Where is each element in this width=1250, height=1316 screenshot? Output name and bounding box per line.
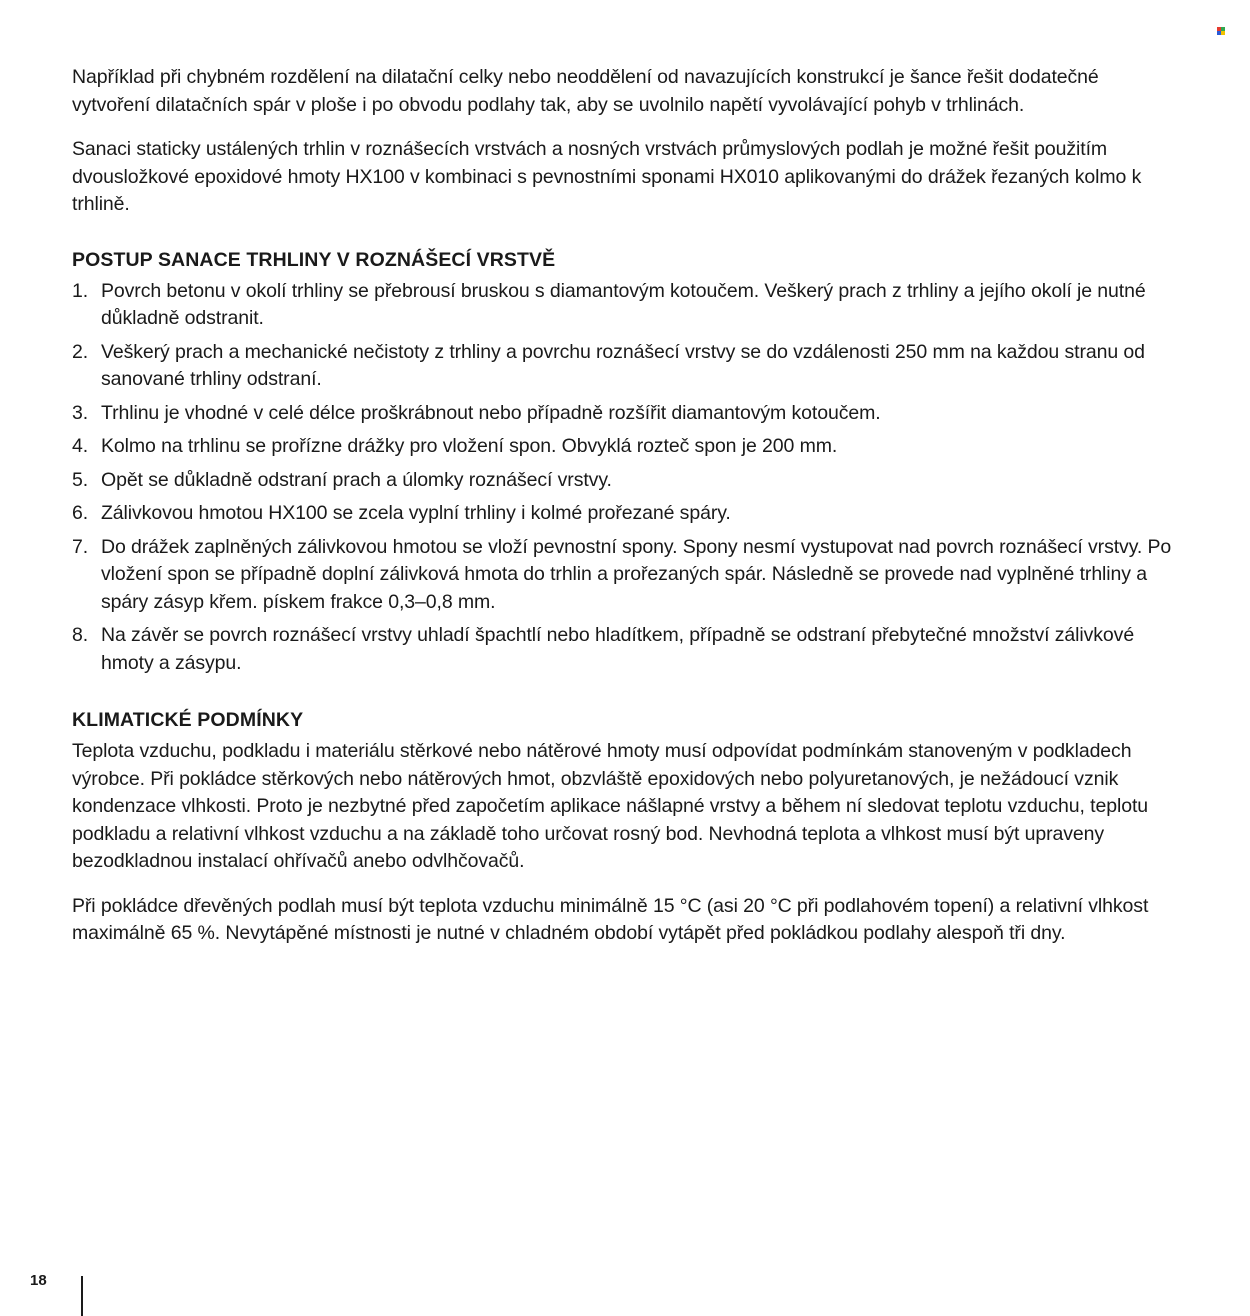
list-item: [72, 433, 1172, 461]
list-item: [72, 467, 1172, 495]
step-text: Veškerý prach a mechanické nečistoty z trhliny a povrchu roznášecí vrstvy se do vzdálenosti 250 mm na každou stranu od sanované trhliny odstraní.: [101, 340, 1145, 390]
step-number: 6.: [72, 502, 89, 524]
list-item: [72, 339, 1172, 394]
list-item: [72, 500, 1172, 528]
page-number: 18: [30, 1272, 47, 1289]
procedure-heading: POSTUP SANACE TRHLINY V ROZNÁŠECÍ VRSTVĚ: [72, 248, 556, 271]
intro-paragraph-repair: Sanaci staticky ustálených trhlin v roznášecích vrstvách a nosných vrstvách průmyslových podlah je možné řešit použitím dvousložkové epoxidové hmoty HX100 v kombinaci s pevnostními sponami HX010 aplikovanými do drážek řezaných kolmo k trhlině.: [72, 138, 1142, 215]
page-number-divider: [81, 1276, 83, 1316]
climate-paragraph-conditions: Teplota vzduchu, podkladu i materiálu stěrkové nebo nátěrové hmoty musí odpovídat podmínkám stanoveným v podkladech výrobce. Při pokládce stěrkových nebo nátěrových hmot, obzvláště epoxidových nebo polyuretanových, je nežádoucí vznik kondenzace vlhkosti. Proto je nezbytné před započetím aplikace nášlapné vrstvy a během ní sledovat teplotu vzduchu, teplotu podkladu a relativní vlhkost vzduchu a na základě toho určovat rosný bod. Nevhodná teplota a vlhkost musí být upraveny bezodkladnou instalací ohřívačů anebo odvlhčovačů.: [72, 740, 1149, 872]
step-number: 1.: [72, 279, 89, 302]
step-text: Povrch betonu v okolí trhliny se přebrousí bruskou s diamantovým kotoučem. Veškerý prach z trhliny a jejího okolí je nutné důkladně odstranit.: [101, 279, 1146, 329]
climate-heading: KLIMATICKÉ PODMÍNKY: [72, 709, 304, 731]
procedure-steps-list: [72, 278, 1172, 678]
step-text: Zálivkovou hmotou HX100 se zcela vyplní trhliny i kolmé prořezané spáry.: [101, 502, 731, 524]
step-text: Na závěr se povrch roznášecí vrstvy uhladí špachtlí nebo hladítkem, případně se odstraní přebytečné množství zálivkové hmoty a zásypu.: [101, 624, 1135, 674]
climate-paragraph-wood-floors: Při pokládce dřevěných podlah musí být teplota vzduchu minimálně 15 °C (asi 20 °C při podlahovém topení) a relativní vlhkost maximálně 65 %. Nevytápěné místnosti je nutné v chladném období vytápět před pokládkou podlahy alespoň tři dny.: [72, 894, 1149, 944]
step-number: 4.: [72, 435, 89, 457]
list-item: [72, 400, 1172, 428]
color-registration-mark: [1217, 27, 1225, 35]
step-number: 2.: [72, 340, 89, 363]
step-number: 7.: [72, 535, 89, 558]
list-item: [72, 534, 1172, 617]
intro-paragraph-dilatation: Například při chybném rozdělení na dilatační celky nebo neoddělení od navazujících konstrukcí je šance řešit dodatečné vytvoření dilatačních spár v ploše i po obvodu podlahy tak, aby se uvolnilo napětí vyvolávající pohyb v trhlinách.: [72, 66, 1099, 116]
step-text: Opět se důkladně odstraní prach a úlomky roznášecí vrstvy.: [101, 468, 612, 491]
step-number: 8.: [72, 624, 89, 646]
step-text: Do drážek zaplněných zálivkovou hmotou se vloží pevnostní spony. Spony nesmí vystupovat nad povrch roznášecí vrstvy. Po vložení spon se případně doplní zálivková hmota do trhlin a prořezaných spár. Následně se provede nad vyplněné trhliny a spáry zásyp křem. pískem frakce 0,3–0,8 mm.: [101, 535, 1172, 613]
step-text: Trhlinu je vhodné v celé délce proškrábnout nebo případně rozšířit diamantovým kotoučem.: [101, 401, 881, 424]
step-number: 3.: [72, 401, 89, 424]
list-item: [72, 622, 1172, 677]
step-number: 5.: [72, 468, 89, 491]
list-item: [72, 278, 1172, 333]
document-page: [72, 64, 1172, 965]
step-text: Kolmo na trhlinu se prořízne drážky pro vložení spon. Obvyklá rozteč spon je 200 mm.: [101, 435, 838, 457]
